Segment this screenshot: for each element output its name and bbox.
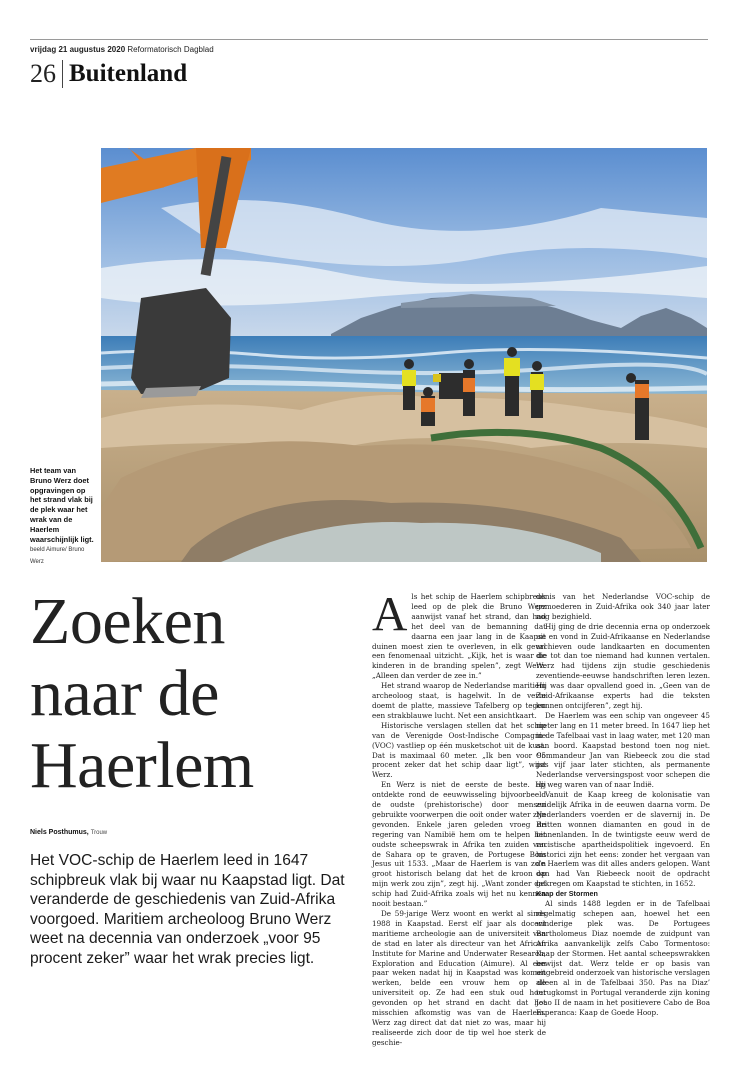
paragraph: De 59-jarige Werz woont en werkt al sinds 1988 in Kaapstad. Eerst elf jaar als docent maritieme archeologie aan de universiteit van de stad en later als directeur van het African Institute for Marine and Underwater Research, Exploration and Education (Aimure). Al een paar weken nadat hij in Kaapstad was komen werken, belde een vrouw hem op de universiteit op. Ze had een stuk oud hout gevonden op het strand en dacht dat het misschien afkomstig was van de Haerlem. Werz zag direct dat dat niet zo was, maar hij realiseerde zich door de tip wel hoe sterk de geschie- — [372, 909, 546, 1047]
paragraph: Hij ging de drie decennia erna op onderzoek uit en vond in Zuid-Afrikaanse en Nederlandse archieven oude landkaarten en documenten die tot dan toe niemand had kunnen vertalen. Werz had tijdens zijn studie geschiedenis zeventiende-eeuwse handschriften leren lezen. Hij was daar opvallend goed in. „Geen van de Zuid-Afrikaanse experts had die teksten kunnen ontcijferen”, zegt hij. — [536, 621, 710, 710]
paragraph: Het strand waarop de Nederlandse maritiem archeoloog staat, is hagelwit. In de verte doemt de platte, massieve Tafelberg op tegen een strakblauwe lucht. Net een ansichtkaart. — [372, 681, 546, 720]
article-photo — [101, 148, 707, 562]
section-title: Buitenland — [69, 60, 188, 87]
paragraph: De Haerlem was een schip van ongeveer 45 meter lang en 11 meter breed. In 1647 liep het in de Tafelbaai vast in laag water, met 120 man aan boord. Kaapstad bestond toen nog niet. Commandeur Jan van Riebeeck zou die stad pas vijf jaar later stichten, als permanente Nederlandse verversingspost voor schepen die op weg waren van of naar Indië. — [536, 710, 710, 790]
section-header — [30, 58, 187, 90]
headline — [30, 586, 350, 802]
photo-caption — [30, 466, 94, 568]
caption-text: Het team van Bruno Werz doet opgravingen op het strand vlak bij de plek waar het wrak van de Haerlem waarschijnlijk ligt. — [30, 466, 94, 544]
paragraph: Historische verslagen stellen dat het schip van de Verenigde Oost-Indische Compagnie (VOC) vastliep op één musketschot uit de kust. Dat is maximaal 60 meter. „Ik ben voor 95 procent zeker dat het schip daar ligt”, wijst Werz. — [372, 720, 546, 780]
paragraph: En Werz is niet de eerste de beste. Hij ontdekte rond de eeuwwisseling bijvoorbeeld de oudste (prehistorische) door mensen gebruikte voorwerpen die ooit onder water zijn gevonden. Enkele jaren geleden vroeg de regering van Namibië hem om te helpen het oudste scheepswrak in Afrika ten zuiden van de Sahara op te graven, de Portugese Bom Jesus uit 1533. „Maar de Haerlem is van zo’n groot historisch belang dat het de kroon op mijn werk zou zijn”, zegt hij. „Want zonder dat schip had Zuid-Afrika zoals wij het nu kennen nooit bestaan.” — [372, 780, 546, 909]
byline — [30, 829, 107, 836]
subheading: Kaap der Stormen — [536, 889, 598, 899]
headline-line-2: naar de — [30, 657, 219, 730]
paragraph: Al sinds 1488 legden er in de Tafelbaai regelmatig schepen aan, hoewel het een winderige plek was. De Portugees Bartholomeus Diaz noemde de zuidpunt van Afrika aanvankelijk zelfs Cabo Tormentoso: Kaap der Stormen. Het aantal scheepswrakken bewijst dat. Werz telde er op basis van uitgebreid onderzoek van historische verslagen alleen al in de Tafelbaai 350. Pas na Diaz’ terugkomst in Portugal veranderde zijn koning Joao II de naam in het positievere Cabo de Boa Esperanca: Kaap de Goede Hoop. — [536, 899, 710, 1018]
photo-credit: beeld Aimure/ Bruno Werz — [30, 547, 85, 566]
paragraph: denis van het Nederlandse VOC-schip de gemoederen in Zuid-Afrika ook 340 jaar later nog bezighield. — [536, 592, 710, 621]
article-column-1 — [372, 586, 546, 1048]
author-org: Trouw — [90, 830, 108, 836]
paragraph: ls het schip de Haerlem schipbreuk leed op de plek die Bruno Werz aanwijst vanaf het strand, dan had het deel van de bemanning dat daarna een jaar lang in de Kaapse duinen moest zien te overleven, in elk geval een fenomenaal uitzicht. „Kijk, het is waar de kinderen in de branding spelen”, zegt Werz. „Alleen dan verder de zee in.” — [372, 592, 546, 681]
paragraph: Vanuit de Kaap kreeg de kolonisatie van zuidelijk Afrika in de eeuwen daarna vorm. De Nederlanders voerden er de slavernij in. De Britten wonnen diamanten en goud in de binnenlanden. In de twintigste eeuw werd de racistische apartheidspolitiek ingevoerd. En historici zijn het eens: zonder het vergaan van de Haerlem was dit alles anders gelopen. Want dan had Van Riebeeck nooit de opdracht gekregen om Kaapstad te stichten, in 1652. — [536, 790, 710, 889]
headline-line-1: Zoeken — [30, 585, 225, 658]
article-column-2 — [536, 592, 710, 1018]
headline-line-3: Haerlem — [30, 729, 254, 802]
dateline — [30, 45, 214, 54]
newspaper-name: Reformatorisch Dagblad — [127, 45, 214, 54]
dropcap: A — [372, 586, 408, 641]
page-number: 26 — [30, 59, 56, 88]
intro-text: Het VOC-schip de Haerlem leed in 1647 schipbreuk vlak bij waar nu Kaapstad ligt. Dat veranderde de geschiedenis van Zuid-Afrika voorgoed. Maritiem archeoloog Bruno Werz weet na decennia van onderzoek „voor 95 procent zeker” waar het wrak precies ligt. — [30, 852, 345, 967]
section-divider — [62, 60, 63, 88]
issue-date: vrijdag 21 augustus 2020 — [30, 45, 126, 54]
top-rule — [30, 39, 708, 40]
author-name: Niels Posthumus, — [30, 829, 89, 836]
